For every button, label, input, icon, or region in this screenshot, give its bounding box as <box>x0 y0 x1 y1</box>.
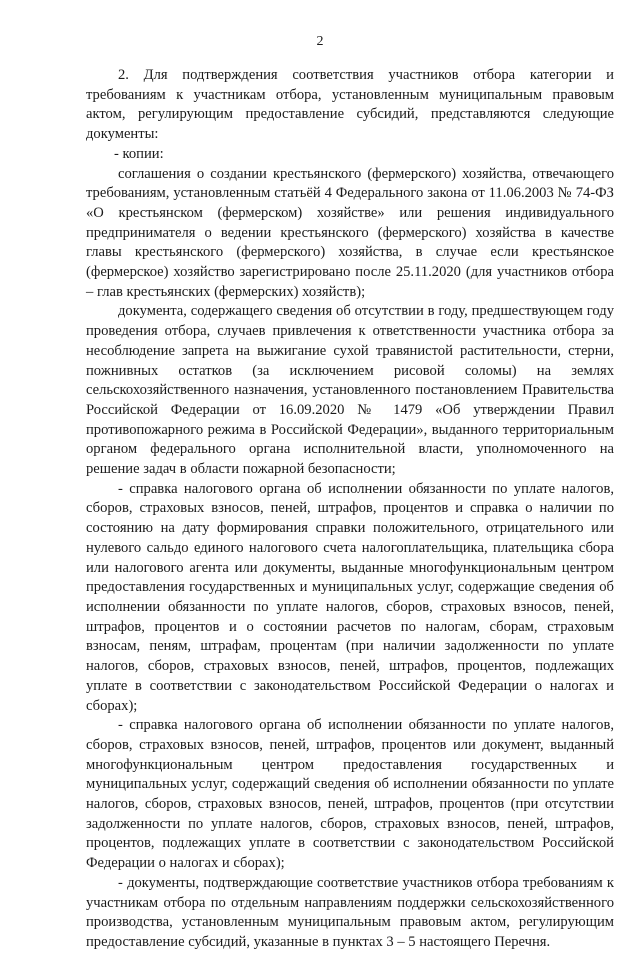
paragraph-tax-certificate-no-debt: - справка налогового органа об исполнении обязанности по уплате налогов, сборов, страховых взносов, пеней, штрафов, процентов или документ, выданный многофункциональным центром предоставления государственных и муниципальных услуг, содержащий сведения об исполнении обязанности по уплате налогов, сборов, страховых взносов, пеней, штрафов, процентов (при отсутствии задолженности по уплате налогов, сборов, страховых взносов, пеней, штрафов, процентов, подлежащих уплате в соответствии с законодательством Российской Федерации о налогах и сборах); <box>86 717 614 872</box>
paragraph-copies-heading: - копии: <box>114 145 164 162</box>
paragraph-fire-safety-document: документа, содержащего сведения об отсутствии в году, предшествующем году проведения отбора, случаев привлечения к ответственности участника отбора за несоблюдение запрета на выжигание сухой травянистой растительности, стерни, пожнивных остатков (за исключением рисовой соломы) на землях сельскохозяйственного назначения, установленного постановлением Правительства Российской Федерации от 16.09.2020 № 1479 «Об утверждении Правил противопожарного режима в Российской Федерации», выданного территориальным органом федерального органа исполнительной власти, уполномоченного на решение задач в области пожарной безопасности; <box>86 303 614 478</box>
paragraph-intro: 2. Для подтверждения соответствия участников отбора категории и требованиям к участникам отбора, установленным муниципальным правовым актом, регулирующим предоставление субсидий, представляются следующие документы: <box>86 67 614 143</box>
document-body <box>86 66 614 953</box>
paragraph-compliance-documents: - документы, подтверждающие соответствие участников отбора требованиям к участникам отбора по отдельным направлениям поддержки сельскохозяйственного производства, установленным муниципальным правовым актом, регулирующим предоставление субсидий, указанные в пунктах 3 – 5 настоящего Перечня. <box>86 874 614 950</box>
paragraph-tax-certificate-balance: - справка налогового органа об исполнении обязанности по уплате налогов, сборов, страховых взносов, пеней, штрафов, процентов и справка о наличии по состоянию на дату формирования справки положительного, отрицательного или нулевого сальдо единого налогового счета налогоплательщика, плательщика сбора или налогового агента или документы, выданные многофункциональным центром предоставления государственных и муниципальных услуг, содержащие сведения об исполнении обязанности по уплате налогов, сборов, страховых взносов, пеней, штрафов, процентов и о состоянии расчетов по налогам, сборам, страховым взносам, пеням, штрафам, процентам (при наличии задолженности по уплате налогов, сборов, страховых взносов, пеней, штрафов, процентов, подлежащих уплате в соответствии с законодательством Российской Федерации о налогах и сборах); <box>86 480 614 714</box>
paragraph-farm-agreement: соглашения о создании крестьянского (фермерского) хозяйства, отвечающего требованиям, установленным статьёй 4 Федерального закона от 11.06.2003 № 74-ФЗ «О крестьянском (фермерском) хозяйстве» или решения индивидуального предпринимателя о ведении крестьянского (фермерского) хозяйства в качестве главы крестьянского (фермерского) хозяйства, в случае если крестьянское (фермерское) хозяйство зарегистрировано после 25.11.2020 (для участников отбора – глав крестьянских (фермерских) хозяйств); <box>86 165 614 300</box>
page-number: 2 <box>316 34 324 49</box>
